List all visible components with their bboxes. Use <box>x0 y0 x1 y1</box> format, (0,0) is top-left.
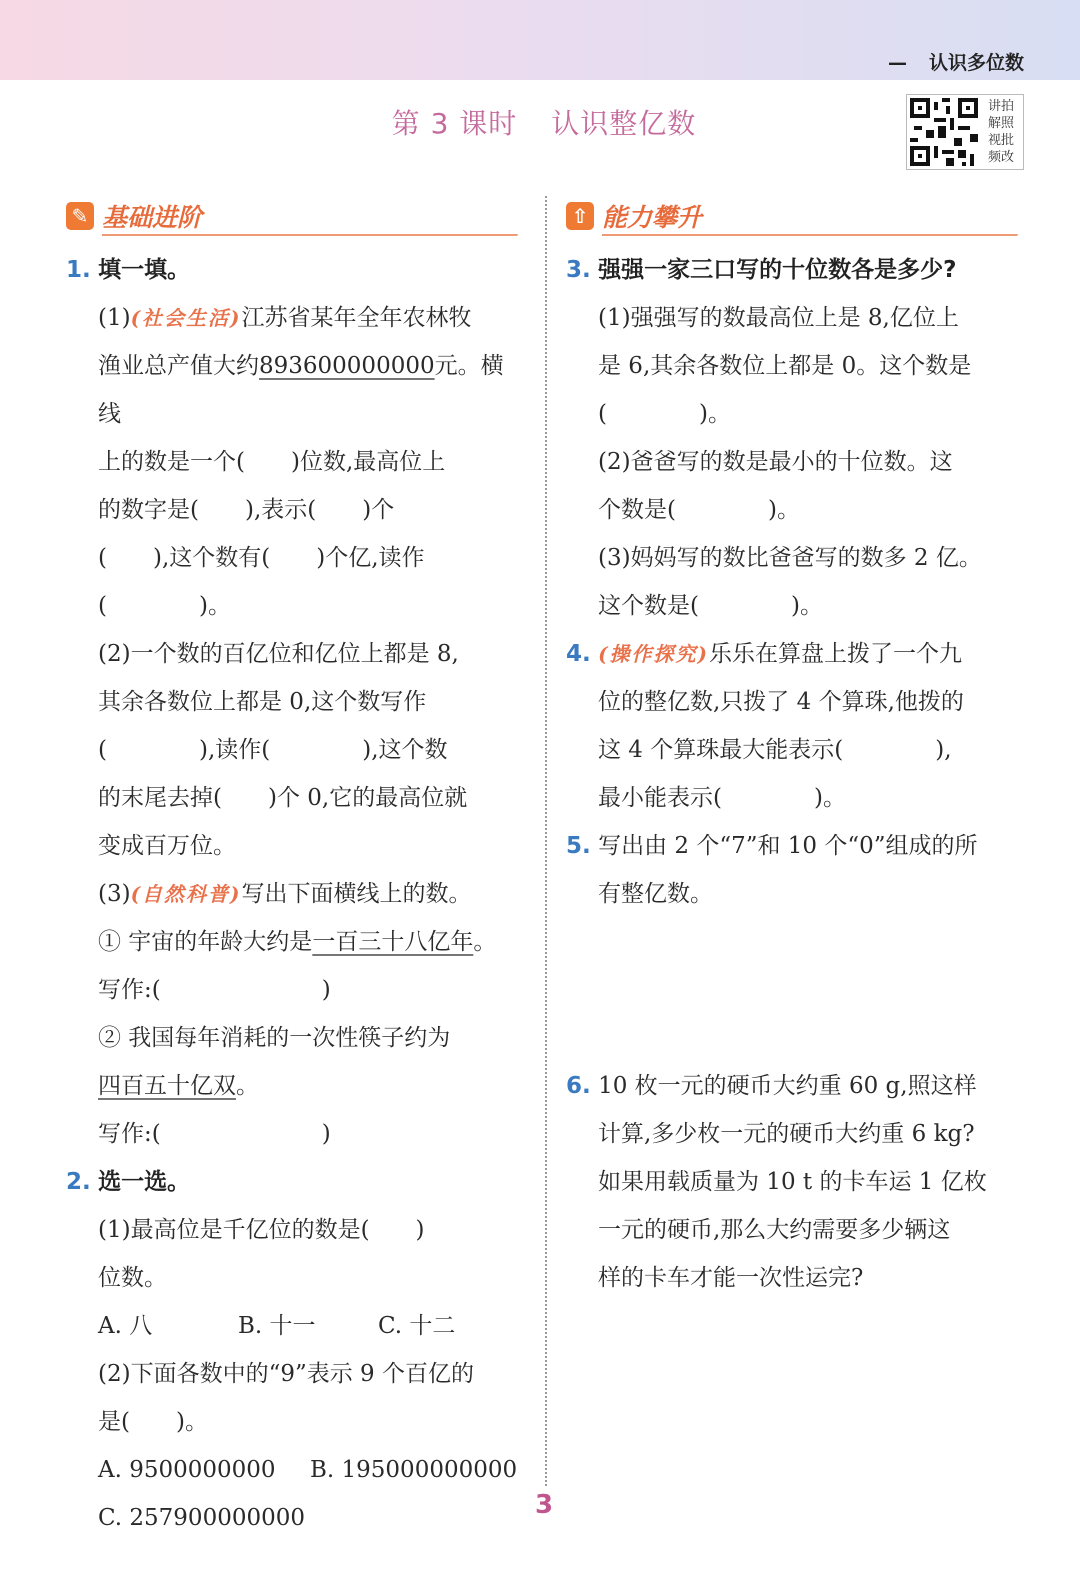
q1-part1-number: 893600000000 <box>259 353 435 379</box>
q1-part1-text: 江苏省某年全年农林牧 <box>241 305 472 331</box>
q2-part1-options <box>66 1302 526 1350</box>
q1-part1-line5: ( ),这个数有( )个亿,读作 <box>98 545 425 571</box>
q1-part1-text2b: 元。横线 <box>98 353 504 427</box>
q2-part2-option-a[interactable]: A. 9500000000 <box>98 1457 276 1483</box>
q1-sub1-text: ① 宇宙的年龄大约是 <box>98 929 313 955</box>
q2-number: 2. <box>66 1169 91 1195</box>
q4-line1 <box>566 630 1026 678</box>
q1-number: 1. <box>66 257 91 283</box>
q4-number: 4. <box>566 641 591 667</box>
q4-line4[interactable]: 最小能表示( )。 <box>598 785 846 811</box>
q1-part1-tag: (社会生活) <box>130 306 242 330</box>
q2-part1-line1: (1)最高位是千亿位的数是( ) <box>98 1217 425 1243</box>
q6-line5: 样的卡车才能一次性运完? <box>598 1265 864 1291</box>
q6-line4: 一元的硬币,那么大约需要多少辆这 <box>598 1217 951 1243</box>
q1-part2-line2: 其余各数位上都是 0,这个数写作 <box>98 689 427 715</box>
q2-part1-line2: 位数。 <box>98 1265 167 1291</box>
q2-part2-option-c[interactable]: C. 257900000000 <box>98 1505 305 1531</box>
q1-part1-line6: ( )。 <box>98 593 231 619</box>
q1-part2-line1: (2)一个数的百亿位和亿位上都是 8, <box>98 641 459 667</box>
lesson-name: 认识整亿数 <box>551 107 697 140</box>
q2-part2-options <box>66 1446 526 1494</box>
q3-line3[interactable]: ( )。 <box>598 401 731 427</box>
q1-sub1 <box>66 918 526 966</box>
q5-line1 <box>566 822 1026 870</box>
q4-line2: 位的整亿数,只拨了 4 个算珠,他拨的 <box>598 689 964 715</box>
right-section-title: 能力攀升 <box>602 203 703 232</box>
q2-part2-option-b[interactable]: B. 195000000000 <box>310 1457 518 1483</box>
q2-part2-line1: (2)下面各数中的“9”表示 9 个百亿的 <box>98 1361 474 1387</box>
q3-line4: (2)爸爸写的数是最小的十位数。这 <box>598 449 953 475</box>
q4-line3[interactable]: 这 4 个算珠最大能表示( ), <box>598 737 952 763</box>
q6-line2: 计算,多少枚一元的硬币大约重 6 kg? <box>598 1121 975 1147</box>
chapter-dash: — <box>887 52 907 74</box>
q1-sub2-underlined: 四百五十亿双 <box>98 1073 236 1099</box>
q1-sub2: ② 我国每年消耗的一次性筷子约为 <box>98 1025 451 1051</box>
qr-code-icon <box>910 98 978 166</box>
q1-part2-line5: 变成百万位。 <box>98 833 236 859</box>
q2-title: 选一选。 <box>98 1169 191 1195</box>
q1-part1-line1 <box>66 294 526 342</box>
q1-part3-line1 <box>66 870 526 918</box>
q1-part3-label: (3) <box>98 881 131 907</box>
qr-label: 讲拍解照视批频改 <box>987 99 1014 165</box>
chapter-title <box>888 48 1024 75</box>
climb-icon: ⇧ <box>566 202 594 230</box>
page-number: 3 <box>534 1490 554 1520</box>
lesson-number: 第 3 课时 <box>391 107 518 140</box>
q6-number: 6. <box>566 1073 591 1099</box>
chapter-name: 认识多位数 <box>928 52 1024 74</box>
q6-line1 <box>566 1062 1026 1110</box>
left-section-rule <box>102 234 518 236</box>
q1-part1-line3: 上的数是一个( )位数,最高位上 <box>98 449 446 475</box>
q5-line2: 有整亿数。 <box>598 881 713 907</box>
q5-answer-space[interactable] <box>566 918 1026 1062</box>
q5-number: 5. <box>566 833 591 859</box>
q3-header <box>566 246 1026 294</box>
q1-sub2-answer[interactable]: 写作:( ) <box>98 1121 331 1147</box>
right-column <box>566 246 1026 1302</box>
q1-sub2-line2 <box>66 1062 526 1110</box>
q1-sub1-underlined: 一百三十八亿年 <box>312 929 474 955</box>
q3-line6: (3)妈妈写的数比爸爸写的数多 2 亿。 <box>598 545 982 571</box>
q1-part1-line4: 的数字是( ),表示( )个 <box>98 497 395 523</box>
q1-part2-line3: ( ),读作( ),这个数 <box>98 737 448 763</box>
q2-part2-line2: 是( )。 <box>98 1409 208 1435</box>
q1-part2-line4: 的末尾去掉( )个 0,它的最高位就 <box>98 785 468 811</box>
pencil-icon: ✎ <box>66 202 94 230</box>
q3-number: 3. <box>566 257 591 283</box>
q2-option-c[interactable]: C. 十二 <box>378 1313 456 1339</box>
left-section-title: 基础进阶 <box>102 203 203 232</box>
q1-sub1-answer[interactable]: 写作:( ) <box>98 977 331 1003</box>
q6-line3: 如果用载质量为 10 t 的卡车运 1 亿枚 <box>598 1169 987 1195</box>
q1-sub1-end: 。 <box>473 929 497 955</box>
q3-line1: (1)强强写的数最高位上是 8,亿位上 <box>598 305 959 331</box>
q5-text: 写出由 2 个“7”和 10 个“0”组成的所 <box>598 833 978 859</box>
right-section-header <box>566 196 1018 236</box>
q1-part1-line2 <box>66 342 526 438</box>
right-section-rule <box>602 234 1018 236</box>
q3-line5[interactable]: 个数是( )。 <box>598 497 800 523</box>
left-column <box>66 246 526 1542</box>
q2-option-a[interactable]: A. 八 <box>98 1313 153 1339</box>
q1-header <box>66 246 526 294</box>
q2-option-b[interactable]: B. 十一 <box>238 1313 316 1339</box>
q4-tag: (操作探究) <box>598 642 709 666</box>
q2-header <box>66 1158 526 1206</box>
column-divider <box>545 196 547 1486</box>
q1-part1-text2a: 渔业总产值大约 <box>98 353 259 379</box>
q3-line2: 是 6,其余各数位上都是 0。这个数是 <box>598 353 972 379</box>
left-section-header <box>66 196 518 236</box>
q1-title: 填一填。 <box>98 257 191 283</box>
q3-line7[interactable]: 这个数是( )。 <box>598 593 823 619</box>
q3-title: 强强一家三口写的十位数各是多少? <box>598 257 957 283</box>
q1-part3-tag: (自然科普) <box>130 882 242 906</box>
q1-sub2-end: 。 <box>236 1073 259 1099</box>
q4-text: 乐乐在算盘上拨了一个九 <box>709 641 962 667</box>
q1-part1-label: (1) <box>98 305 131 331</box>
q6-text: 10 枚一元的硬币大约重 60 g,照这样 <box>598 1073 977 1099</box>
q1-part3-text: 写出下面横线上的数。 <box>241 881 472 907</box>
qr-code[interactable] <box>906 94 1024 170</box>
